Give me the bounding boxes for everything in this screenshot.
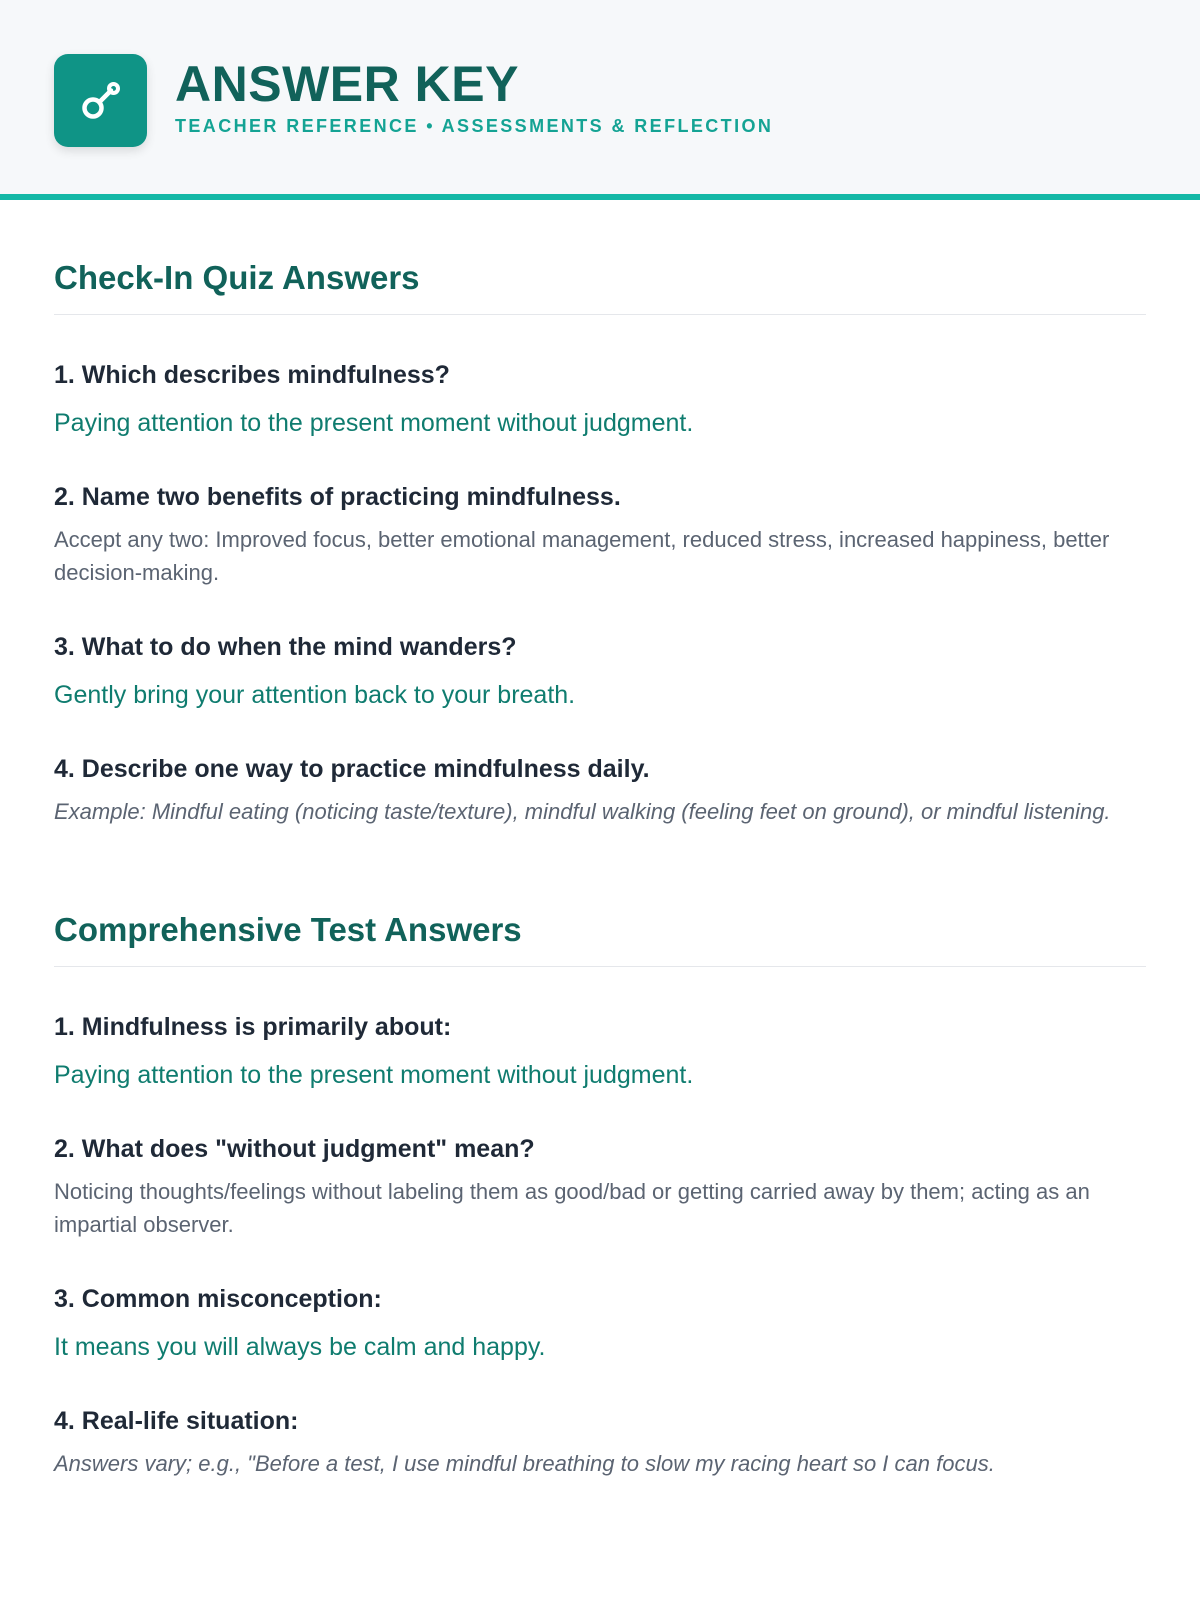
page-subtitle: TEACHER REFERENCE • ASSESSMENTS & REFLECTION (175, 116, 774, 136)
question-item (54, 1405, 1146, 1480)
key-icon (77, 77, 125, 125)
page-title: ANSWER KEY (175, 56, 519, 112)
question-text: 4. Describe one way to practice mindfulness daily. (54, 755, 650, 783)
section-heading: Comprehensive Test Answers (54, 910, 1146, 967)
question-item (54, 1011, 1146, 1091)
answer-note: Accept any two: Improved focus, better emotional management, reduced stress, increased happiness, better decision-making. (54, 527, 1110, 585)
title-block (175, 56, 773, 137)
logo-badge (54, 54, 147, 147)
question-text: 2. Name two benefits of practicing mindfulness. (54, 483, 621, 511)
question-text: 3. Common misconception: (54, 1285, 382, 1313)
question-text: 4. Real-life situation: (54, 1407, 299, 1435)
question-item (54, 631, 1146, 711)
question-text: 3. What to do when the mind wanders? (54, 633, 517, 661)
question-item (54, 1283, 1146, 1363)
question-text: 1. Mindfulness is primarily about: (54, 1013, 452, 1041)
question-text: 2. What does "without judgment" mean? (54, 1135, 535, 1163)
answer-text: It means you will always be calm and happy. (54, 1333, 546, 1361)
answer-note: Noticing thoughts/feelings without labeling them as good/bad or getting carried away by them; acting as an impartial observer. (54, 1179, 1090, 1237)
question-item (54, 1133, 1146, 1241)
main-content (0, 200, 1200, 1480)
section-check-in-quiz (54, 200, 1146, 828)
answer-example: Answers vary; e.g., "Before a test, I use mindful breathing to slow my racing heart so I can focus. (54, 1451, 995, 1476)
answer-text: Paying attention to the present moment without judgment. (54, 409, 694, 437)
document-header (0, 0, 1200, 200)
section-heading: Check-In Quiz Answers (54, 258, 1146, 315)
question-item (54, 481, 1146, 589)
answer-text: Paying attention to the present moment without judgment. (54, 1061, 694, 1089)
answer-text: Gently bring your attention back to your breath. (54, 681, 576, 709)
section-comprehensive-test (54, 828, 1146, 1480)
question-item (54, 359, 1146, 439)
answer-example: Example: Mindful eating (noticing taste/texture), mindful walking (feeling feet on ground), or mindful listening. (54, 799, 1111, 824)
question-item (54, 753, 1146, 828)
question-text: 1. Which describes mindfulness? (54, 361, 450, 389)
